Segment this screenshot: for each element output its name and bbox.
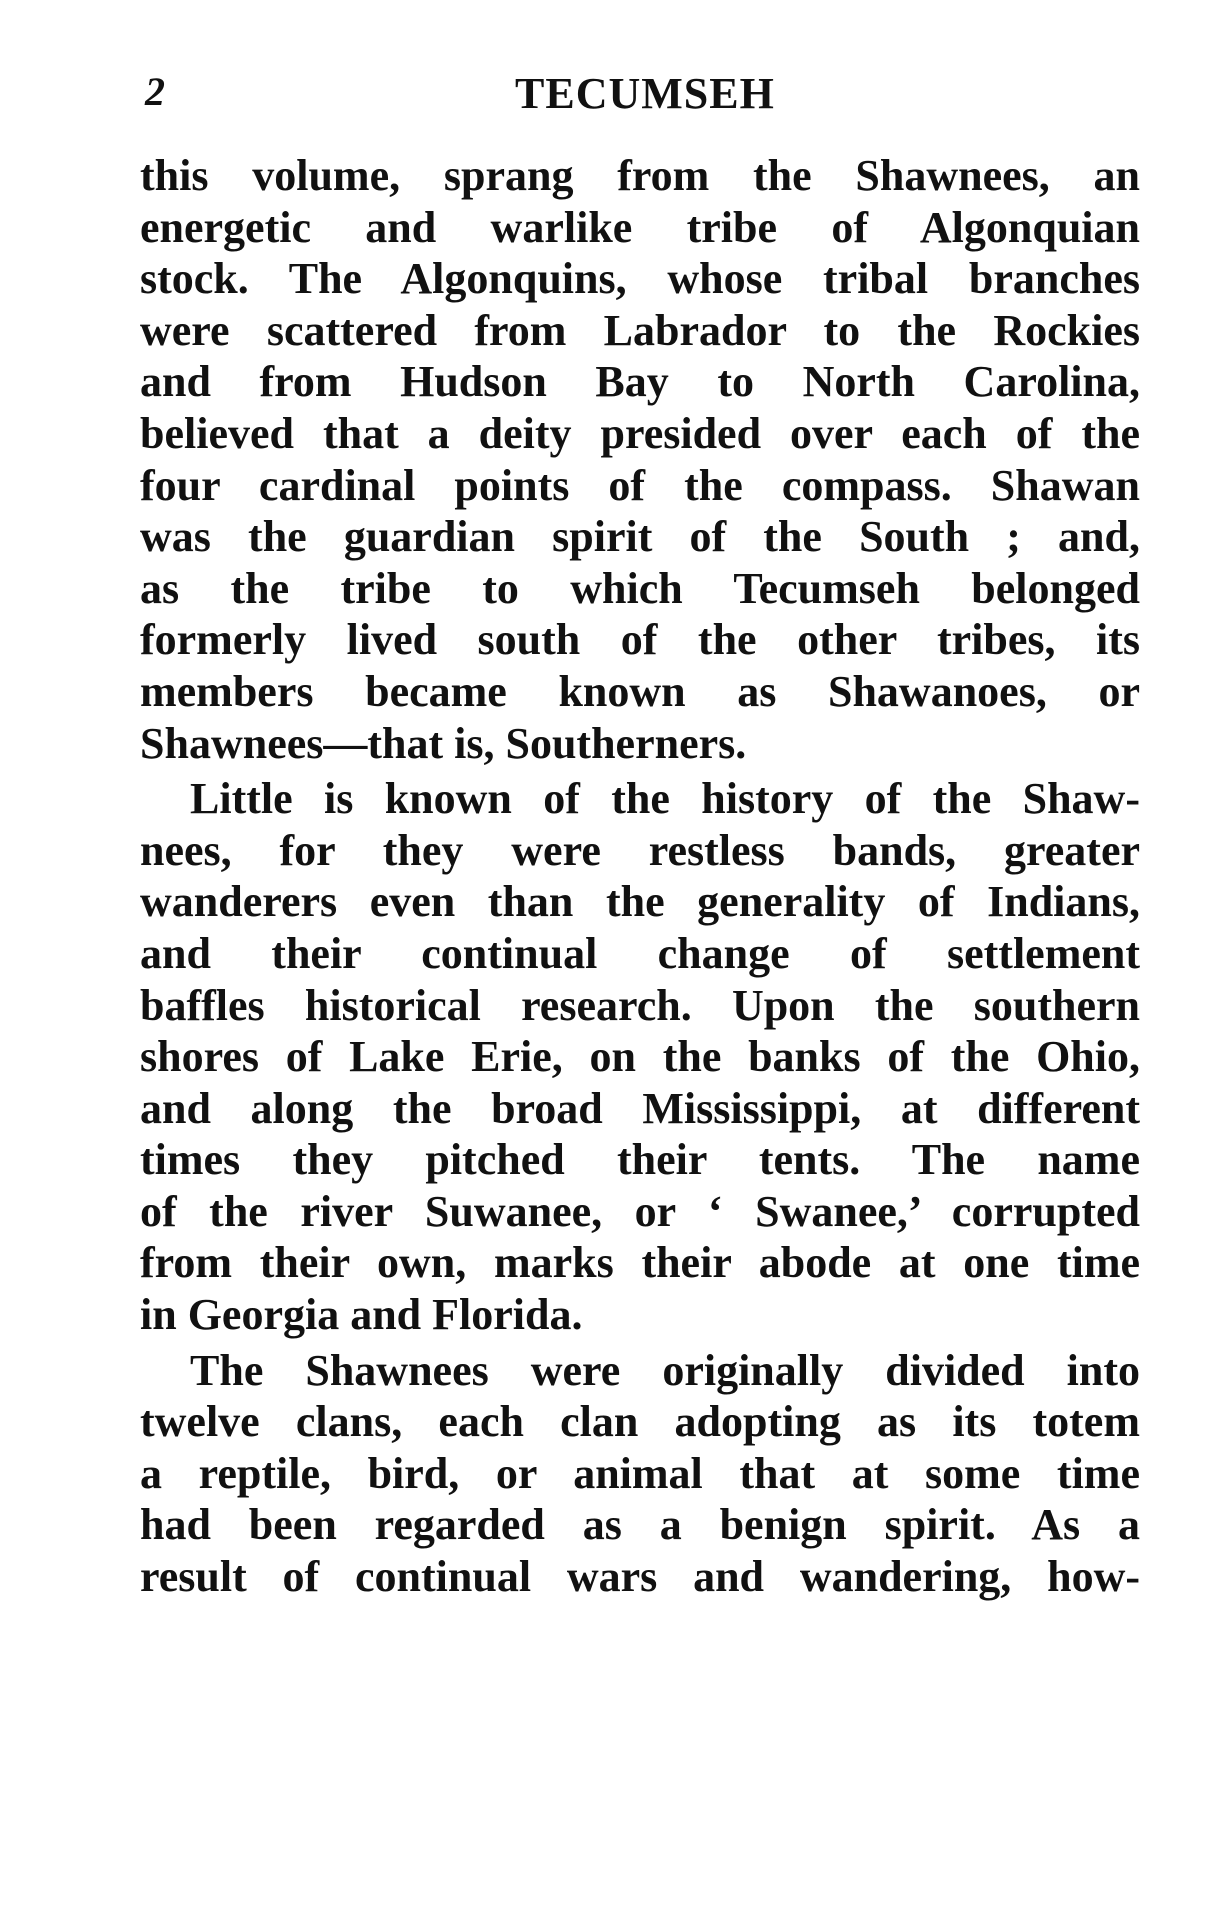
body-text bbox=[140, 150, 1140, 1603]
text-line: nees, for they were restless bands, greater bbox=[140, 825, 1140, 875]
paragraph bbox=[140, 773, 1140, 1341]
text-line: were scattered from Labrador to the Rockies bbox=[140, 305, 1140, 355]
text-line: Little is known of the history of the Shaw- bbox=[190, 774, 1140, 824]
text-line: as the tribe to which Tecumseh belonged bbox=[140, 563, 1140, 613]
text-line: had been regarded as a benign spirit. As a bbox=[140, 1500, 1140, 1550]
text-line: The Shawnees were originally divided into bbox=[190, 1345, 1140, 1395]
text-line: shores of Lake Erie, on the banks of the Ohio, bbox=[140, 1032, 1140, 1082]
paragraph bbox=[140, 1345, 1140, 1603]
text-line: from their own, marks their abode at one time bbox=[140, 1238, 1140, 1288]
text-line: twelve clans, each clan adopting as its totem bbox=[140, 1397, 1140, 1447]
running-title: TECUMSEH bbox=[515, 69, 775, 118]
running-head bbox=[145, 68, 1145, 128]
text-line: and their continual change of settlement bbox=[140, 928, 1140, 978]
text-line: and along the broad Mississippi, at different bbox=[140, 1083, 1140, 1133]
text-line: Shawnees—that is, Southerners. bbox=[140, 718, 747, 768]
text-line: result of continual wars and wandering, how- bbox=[140, 1552, 1140, 1602]
text-line: formerly lived south of the other tribes, its bbox=[140, 615, 1140, 665]
text-line: energetic and warlike tribe of Algonquian bbox=[140, 202, 1140, 252]
text-line: was the guardian spirit of the South ; and, bbox=[140, 512, 1140, 562]
text-line: a reptile, bird, or animal that at some time bbox=[140, 1448, 1140, 1498]
text-line: times they pitched their tents. The name bbox=[140, 1135, 1140, 1185]
text-line: wanderers even than the generality of Indians, bbox=[140, 877, 1140, 927]
text-line: and from Hudson Bay to North Carolina, bbox=[140, 357, 1140, 407]
text-line: members became known as Shawanoes, or bbox=[140, 666, 1140, 716]
text-line: stock. The Algonquins, whose tribal branches bbox=[140, 254, 1140, 304]
text-line: in Georgia and Florida. bbox=[140, 1290, 583, 1340]
text-line: four cardinal points of the compass. Shawan bbox=[140, 460, 1140, 510]
text-line: this volume, sprang from the Shawnees, an bbox=[140, 151, 1140, 200]
text-line: of the river Suwanee, or ‘ Swanee,’ corrupted bbox=[140, 1186, 1140, 1236]
paragraph bbox=[140, 150, 1140, 769]
text-line: baffles historical research. Upon the southern bbox=[140, 980, 1140, 1030]
text-line: believed that a deity presided over each of the bbox=[140, 408, 1140, 458]
page-number: 2 bbox=[145, 69, 165, 114]
